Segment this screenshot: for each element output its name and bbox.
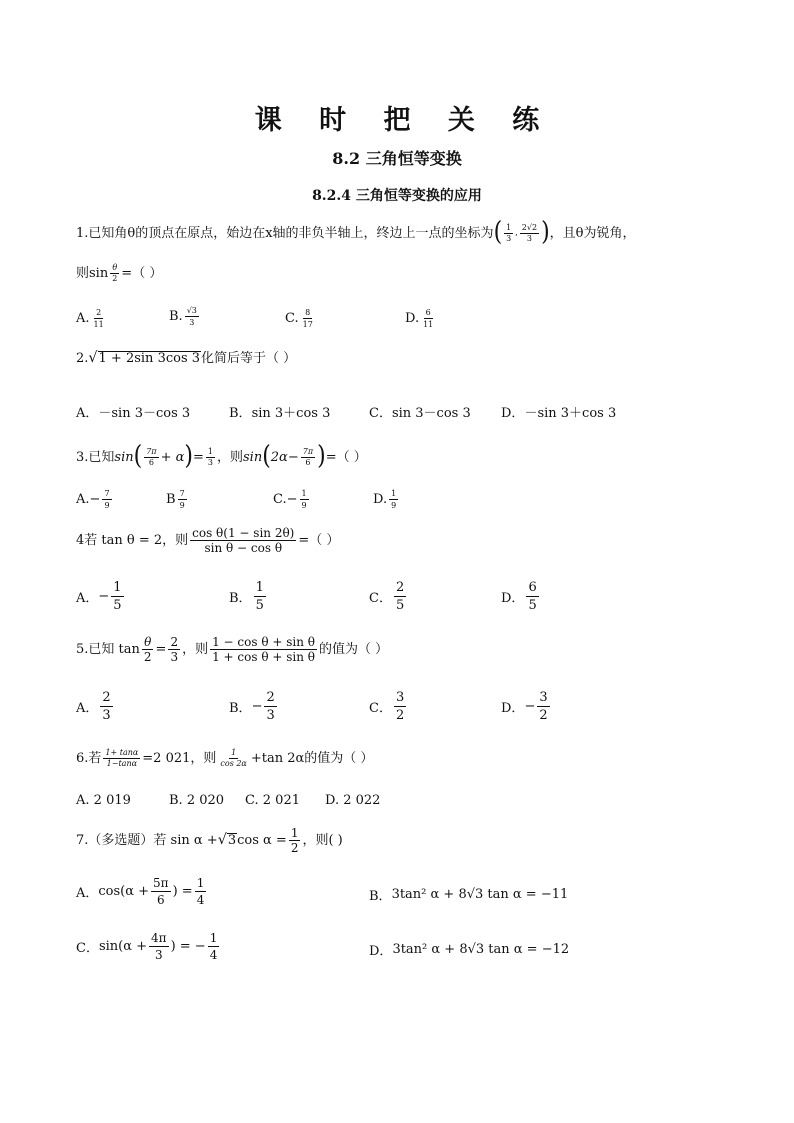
page-title: 课 时 把 关 练 xyxy=(254,105,554,136)
q7-option-c[interactable]: C． sin(α + $\frac{4\pi}{3}$ ) = − $\frac{1}{4}$ xyxy=(76,931,218,962)
q1-left-paren: ( xyxy=(493,217,503,248)
q5-option-c[interactable]: C． $\frac{3}{2}$ xyxy=(369,690,405,723)
q1-stem: 1.已知角θ的顶点在原点，始边在x轴的非负半轴上，终边上一点的坐标为 xyxy=(76,225,494,241)
q1-stem-tail: ，且θ为锐角， xyxy=(549,225,636,241)
q2-option-c[interactable]: C． sin 3－cos 3 xyxy=(369,406,471,421)
question-3-line: 3.已知 sin ( $\frac{7\pi}{6}$ + α ) = $\frac{1}{3}$ ，则 sin ( 2α− $\frac{7\pi}{6}$ ) =（ ） xyxy=(76,441,367,472)
q1-option-c[interactable]: C. $\frac{8}{17}$ xyxy=(285,308,313,329)
q5-option-b[interactable]: B． − $\frac{2}{3}$ xyxy=(229,690,275,723)
q5-option-d[interactable]: D． − $\frac{3}{2}$ xyxy=(501,690,548,723)
q1-option-a[interactable]: A. $\frac{2}{11}$ xyxy=(76,308,104,329)
q3-option-d[interactable]: D. $\frac{1}{9}$ xyxy=(373,489,397,510)
question-2-line: 2. √ 1 + 2sin 3cos 3 化简后等于（ ） xyxy=(76,350,297,366)
q1-coord-y: $\frac{2√2}{3}$ xyxy=(521,222,538,243)
q1-half-theta: $\frac{\theta}{2}$ xyxy=(112,263,118,283)
q5-expression: $\frac{\text{1 − cos θ + sin θ}}{\text{1 + cos θ + sin θ}}$ xyxy=(212,635,316,664)
q1-right-paren: ) xyxy=(541,217,550,248)
q7-option-a[interactable]: A． cos(α + $\frac{5\pi}{6}$ ) = $\frac{1}{4}$ xyxy=(76,876,205,907)
q7-option-d[interactable]: D． 3tan² α + 8√3 tan α = −12 xyxy=(369,942,570,959)
q5-option-a[interactable]: A． $\frac{2}{3}$ xyxy=(76,690,111,723)
q4-option-b[interactable]: B． $\frac{1}{5}$ xyxy=(229,580,264,613)
q3-option-c[interactable]: C. − $\frac{1}{9}$ xyxy=(273,489,307,510)
q6-option-b[interactable]: B. 2 020 xyxy=(169,793,225,808)
question-4-line: 4若 tan θ = 2，则 $\frac{\text{cos θ(1 − sin 2θ)}}{\text{sin θ − cos θ}}$ =（ ） xyxy=(76,526,340,555)
q2-option-b[interactable]: B． sin 3＋cos 3 xyxy=(229,406,331,421)
q3-option-a[interactable]: A. − $\frac{7}{9}$ xyxy=(76,489,110,510)
section-heading: 8.2 三角恒等变换 xyxy=(332,149,462,168)
q2-option-d[interactable]: D． －sin 3＋cos 3 xyxy=(501,406,617,421)
q4-expression: $\frac{\text{cos θ(1 − sin 2θ)}}{\text{sin θ − cos θ}}$ xyxy=(192,526,295,555)
question-1-line-1: 1.已知角θ的顶点在原点，始边在x轴的非负半轴上，终边上一点的坐标为 ( $\frac{1}{3}$ , $\frac{2√2}{3}$ ) ，且θ为锐角， xyxy=(76,217,636,248)
q3-option-b[interactable]: B $\frac{7}{9}$ xyxy=(166,489,185,510)
q6-option-d[interactable]: D. 2 022 xyxy=(325,793,381,808)
question-5-line: 5.已知 tan $\frac{\theta}{2}$ = $\frac{2}{3}$ ，则 $\frac{\text{1 − cos θ + sin θ}}{\text{1 + cos θ + sin θ}}$ 的值为（ ） xyxy=(76,635,389,664)
q6-option-c[interactable]: C. 2 021 xyxy=(245,793,300,808)
q2-radical: √ 1 + 2sin 3cos 3 xyxy=(88,350,201,366)
question-1-line-2: 则sin $\frac{\theta}{2}$ =（ ） xyxy=(76,263,163,283)
q7-option-b[interactable]: B． 3tan² α + 8√3 tan α = −11 xyxy=(369,887,569,904)
q7-sqrt: √ 3 xyxy=(217,832,237,849)
question-7-line: 7.（多选题）若 sin α + √ 3 cos α = $\frac{1}{2}$ ，则( ) xyxy=(76,826,343,855)
q4-option-c[interactable]: C． $\frac{2}{5}$ xyxy=(369,580,405,613)
q2-option-a[interactable]: A． －sin 3－cos 3 xyxy=(76,406,191,421)
question-6-line: 6.若 $\frac{1+ \tan\alpha}{1-\tan\alpha}$ =2 021，则 $\frac{1}{\cos 2\alpha}$ +tan 2α的值为（ ） xyxy=(76,748,374,768)
q1-coord-x: $\frac{1}{3}$ xyxy=(506,222,512,243)
subsection-heading: 8.2.4 三角恒等变换的应用 xyxy=(312,188,482,204)
q1-option-b[interactable]: B. $\frac{√3}{3}$ xyxy=(169,306,197,327)
q4-option-a[interactable]: A． − $\frac{1}{5}$ xyxy=(76,580,122,613)
q4-option-d[interactable]: D． $\frac{6}{5}$ xyxy=(501,580,537,613)
q6-option-a[interactable]: A. 2 019 xyxy=(76,793,131,808)
q1-option-d[interactable]: D. $\frac{6}{11}$ xyxy=(405,308,434,329)
